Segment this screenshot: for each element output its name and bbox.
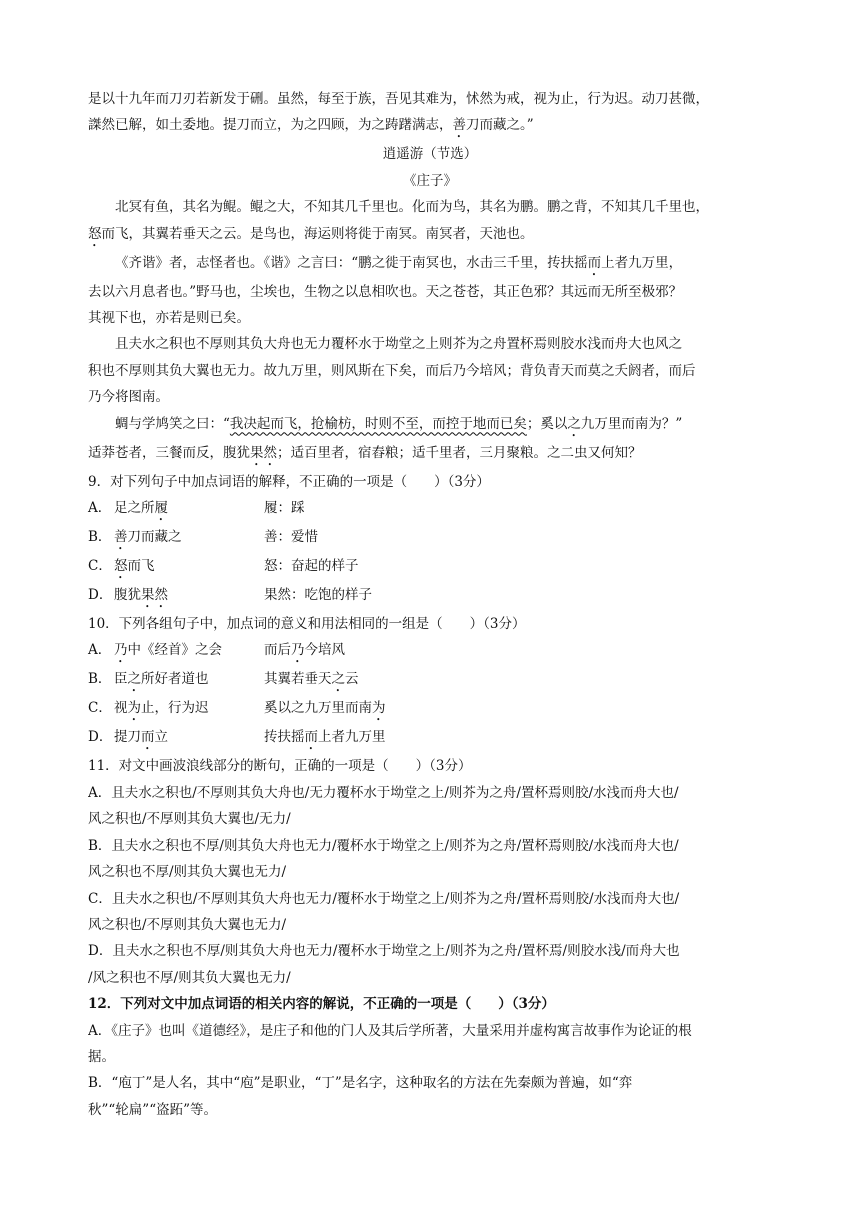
option-sentence	[114, 582, 264, 611]
question11-option-a-line2: 风之积也/不厚则其负大翼也/无力/	[88, 811, 291, 828]
question10-option-b	[88, 666, 772, 695]
option-letter: A．	[88, 642, 112, 659]
paragraph4-line1	[88, 411, 772, 440]
option-letter: B．	[88, 671, 112, 688]
option-letter: A．	[88, 500, 112, 517]
question12-option-a-line1: A．《庄子》也叫《道德经》，是庄子和他的门人及其后学所著，大量采用并虚构寓言故事作为论证的根	[88, 1022, 692, 1039]
text-run: 刀而藏之。”	[466, 117, 534, 134]
option-sentence-2	[264, 637, 345, 666]
dotted-word: 为	[372, 700, 386, 717]
option-letter: D．	[88, 729, 113, 746]
text-run: 足之所	[114, 500, 155, 517]
dotted-word: 之	[331, 671, 345, 688]
question11-option-b-line1: B．且夫水之积也不厚/则其负大舟也无力/覆杯水于坳堂之上/则芥为之舟/置杯焉则胶/水浅而舟大也/	[88, 837, 679, 854]
text-run: 所好者道也	[141, 671, 209, 688]
paragraph2-line3: 其视下也，亦若是则已矣。	[88, 310, 250, 327]
text-run: 抟扶摇	[264, 729, 305, 746]
option-explanation: 善：爱惜	[264, 529, 318, 546]
passage1-line1: 是以十九年而刀刃若新发于硎。虽然，每至于族，吾见其难为，怵然为戒，视为止，行为迟。动刀甚微，	[88, 91, 709, 107]
text-run: 而后	[264, 642, 291, 659]
text-run: 云	[345, 671, 359, 688]
option-sentence	[114, 495, 264, 524]
paragraph3-line1: 且夫水之积也不厚则其负大舟也无力覆杯水于坳堂之上则芥为之舟置杯焉则胶水浅而舟大也风之	[115, 336, 682, 353]
wavy-underlined-text: 我决起而飞，抢榆枋，时则不至，而控于地而已矣	[229, 415, 527, 432]
text-run: 臣	[114, 671, 128, 688]
dotted-word: 乃	[114, 642, 128, 659]
text-run: 《齐谐》者，志怪者也。《谐》之言曰：“鹏之徙于南冥也，水击三千里，抟扶摇	[115, 254, 588, 271]
question9-option-c	[88, 553, 772, 582]
option-letter: C．	[88, 700, 112, 717]
text-run: 止，行为迟	[141, 700, 209, 717]
option-explanation: 怒：奋起的样子	[264, 558, 359, 575]
question12-stem: 12．下列对文中加点词语的相关内容的解说，不正确的一项是（ ）（3分）	[88, 996, 555, 1013]
text-run: 上者九万里，	[601, 254, 683, 271]
dotted-word: 怒	[114, 558, 128, 575]
dotted-word: 而	[304, 729, 318, 746]
question11-option-d-line1: D．且夫水之积也不厚/则其负大舟也无力/覆杯水于坳堂之上/则芥为之舟/置杯焉/则胶水浅/而舟大也	[88, 943, 680, 960]
dotted-word: 善	[452, 117, 466, 134]
text-run: ；奚以	[526, 415, 568, 432]
text-run: ；适百里者，宿舂粮；适千里者，三月聚粮。之二虫又何知？	[277, 444, 642, 461]
text-run: 腹犹	[114, 587, 141, 604]
option-sentence-2	[264, 666, 359, 695]
paragraph1-line2	[88, 221, 772, 250]
text-run: 奚以之九万里而南	[264, 700, 372, 717]
dotted-word: 果然	[141, 587, 168, 604]
question9-option-b	[88, 524, 772, 553]
question12-option-b-line2: 秋”“轮扁”“盗跖”等。	[88, 1101, 218, 1118]
text-run: 蜩与学鸠笑之曰：“	[115, 415, 230, 432]
question10-option-c	[88, 695, 772, 724]
question11-option-a-line1: A．且夫水之积也/不厚则其负大舟也/无力覆杯水于坳堂之上/则芥为之舟/置杯焉则胶/水浅而舟大也/	[88, 784, 679, 801]
text-run: 刀而藏之	[127, 529, 182, 546]
question9-stem: 9．对下列句子中加点词语的解释，不正确的一项是（ ）（3分）	[88, 473, 490, 490]
question11-option-c-line2: 风之积也/不厚则其负大翼也无力/	[88, 916, 287, 933]
question9-option-a	[88, 495, 772, 524]
text-run: 今培风	[304, 642, 345, 659]
option-explanation: 履：踩	[264, 500, 305, 517]
paragraph1-line1: 北冥有鱼，其名为鲲。鲲之大，不知其几千里也。化而为鸟，其名为鹏。鹏之背，不知其几千里也，	[115, 199, 709, 216]
text-run: 提刀	[114, 729, 141, 746]
paragraph3-line3: 乃今将图南。	[88, 389, 169, 406]
option-sentence	[114, 553, 264, 582]
option-letter: B．	[88, 529, 112, 546]
dotted-word: 为	[127, 700, 141, 717]
question10-option-d	[88, 724, 772, 753]
question12-option-b-line1: B．“庖丁”是人名，其中“庖”是职业，“丁”是名字，这种取名的方法在先秦颇为普遍，如“弈	[88, 1075, 633, 1092]
text-run: 謋然已解，如土委地。提刀而立，为之四顾，为之踌躇满志，	[88, 117, 453, 134]
question9-option-d	[88, 582, 772, 611]
option-letter: C．	[88, 558, 112, 575]
passage1-line2	[88, 112, 772, 141]
question11-option-b-line2: 风之积也不厚/则其负大翼也无力/	[88, 864, 287, 881]
paragraph2-line2: 去以六月息者也。”野马也，尘埃也，生物之以息相吹也。天之苍苍，其正色邪？其远而无所至极邪？	[88, 283, 683, 300]
text-run: 九万里而南为？”	[580, 415, 683, 432]
option-explanation: 果然：吃饱的样子	[264, 587, 372, 604]
paragraph4-line2	[88, 440, 772, 469]
text-run: 立	[154, 729, 168, 746]
dotted-word: 之	[127, 671, 141, 688]
text-run: 视	[114, 700, 128, 717]
dotted-word: 乃	[291, 642, 305, 659]
option-sentence-2	[264, 724, 386, 753]
option-sentence-1	[114, 695, 264, 724]
option-sentence-1	[114, 666, 264, 695]
question10-stem: 10．下列各组句子中，加点词的意义和用法相同的一组是（ ）（3分）	[88, 616, 526, 633]
question12-option-a-line2: 据。	[88, 1048, 115, 1065]
text-run: 而飞	[127, 558, 155, 575]
dotted-word: 而	[141, 729, 155, 746]
paragraph2-line1	[88, 250, 772, 279]
text-run: 中《经首》之会	[127, 642, 222, 659]
passage-author: 《庄子》	[403, 172, 457, 189]
option-sentence-1	[114, 637, 264, 666]
text-run: 其翼若垂天	[264, 671, 332, 688]
text-run: 上者九万里	[318, 729, 386, 746]
option-sentence-1	[114, 724, 264, 753]
question11-option-c-line1: C．且夫水之积也/不厚则其负大舟也无力/覆杯水于坳堂之上/则芥为之舟/置杯焉则胶/水浅而舟大也/	[88, 890, 680, 907]
dotted-word: 而	[587, 254, 602, 271]
question11-stem: 11．对文中画波浪线部分的断句，正确的一项是（ ）（3分）	[88, 758, 472, 775]
dotted-word: 善	[114, 529, 128, 546]
dotted-word: 果然	[250, 444, 277, 461]
text-run: 而飞，其翼若垂天之云。是鸟也，海运则将徙于南冥。南冥者，天池也。	[101, 225, 534, 242]
question10-option-a	[88, 637, 772, 666]
paragraph3-line2: 积也不厚则其负大翼也无力。故九万里，则风斯在下矣，而后乃今培风；背负青天而莫之夭阏者，而后	[88, 362, 696, 379]
question11-option-d-line2: /风之积也不厚/则其负大翼也无力/	[88, 969, 291, 986]
dotted-word: 怒	[88, 225, 102, 242]
option-letter: D．	[88, 587, 113, 604]
dotted-word: 之	[567, 415, 581, 432]
dotted-word: 履	[154, 500, 168, 517]
option-sentence-2	[264, 695, 386, 724]
passage-title: 逍遥游（节选）	[382, 146, 478, 163]
text-run: 适莽苍者，三餐而反，腹犹	[88, 444, 250, 461]
option-sentence	[114, 524, 264, 553]
